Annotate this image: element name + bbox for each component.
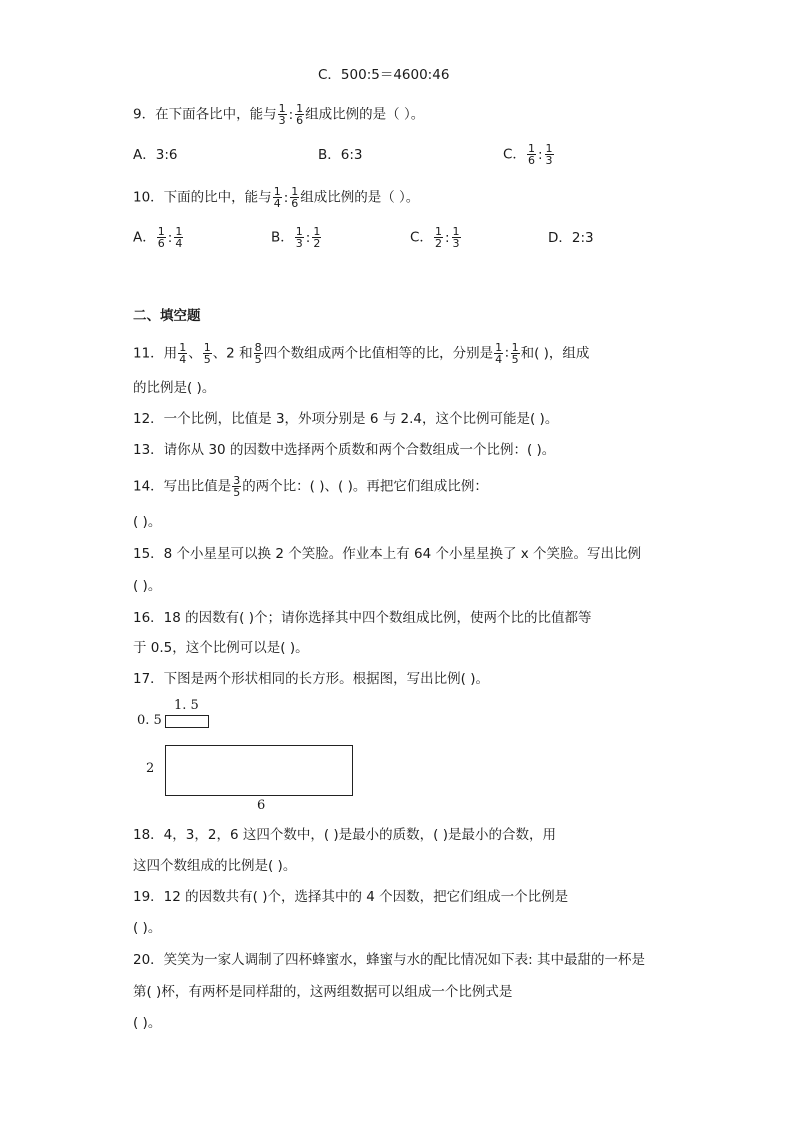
question-11-line2: 的比例是( )。 <box>133 380 216 396</box>
question-14-line2: ( )。 <box>133 514 162 530</box>
q9-option-c: C． $\frac{1}{6}$ : $\frac{1}{3}$ <box>503 142 553 167</box>
question-14: 14．写出比值是 $\frac{3}{5}$ 的两个比：( )、( )。再把它们组成比例： <box>133 474 488 499</box>
q9-ratio-sep: : <box>288 106 294 123</box>
small-rect-width-label: 1. 5 <box>174 698 199 713</box>
question-20-line3: ( )。 <box>133 1015 162 1031</box>
q9-prefix: 9．在下面各比中，能与 <box>133 106 277 123</box>
q9-fraction-a: $\frac{1}{3}$ <box>278 102 286 127</box>
question-18: 18．4，3，2，6 这四个数中，( )是最小的质数，( )是最小的合数，用 <box>133 827 556 843</box>
question-15-line2: ( )。 <box>133 578 162 594</box>
big-rectangle <box>165 745 353 796</box>
q10-fraction-a: $\frac{1}{4}$ <box>273 185 281 210</box>
question-10: 10．下面的比中，能与 $\frac{1}{4}$ : $\frac{1}{6}$ 组成比例的是（ ）。 <box>133 185 420 210</box>
q9-suffix: 组成比例的是（ ）。 <box>305 106 425 123</box>
question-12: 12．一个比例，比值是 3，外项分别是 6 与 2.4，这个比例可能是( )。 <box>133 411 559 427</box>
question-16: 16．18 的因数有( )个；请你选择其中四个数组成比例，使两个比的比值都等 <box>133 610 592 626</box>
q10-suffix: 组成比例的是（ ）。 <box>300 189 420 206</box>
q10-option-d: D．2:3 <box>548 230 594 246</box>
q8-option-c: C．500:5＝4600:46 <box>318 67 450 83</box>
q10-option-a: A． $\frac{1}{6}$ : $\frac{1}{4}$ <box>133 225 183 250</box>
q10-prefix: 10．下面的比中，能与 <box>133 189 272 206</box>
q10-fraction-b: $\frac{1}{6}$ <box>291 185 299 210</box>
small-rect-height-label: 0. 5 <box>137 713 162 728</box>
question-13: 13．请你从 30 的因数中选择两个质数和两个合数组成一个比例：( )。 <box>133 442 556 458</box>
question-17: 17．下图是两个形状相同的长方形。根据图，写出比例( )。 <box>133 671 490 687</box>
question-20: 20．笑笑为一家人调制了四杯蜂蜜水，蜂蜜与水的配比情况如下表: 其中最甜的一杯是 <box>133 952 646 968</box>
question-19: 19．12 的因数共有( )个，选择其中的 4 个因数，把它们组成一个比例是 <box>133 889 569 905</box>
question-18-line2: 这四个数组成的比例是( )。 <box>133 858 297 874</box>
question-16-line2: 于 0.5，这个比例可以是( )。 <box>133 640 309 656</box>
question-11: 11．用 $\frac{1}{4}$ 、 $\frac{1}{5}$ 、2 和 $\frac{8}{5}$ 四个数组成两个比值相等的比，分别是 $\frac{1}{4}$ ∶ $\frac{1}{5}$ 和( )，组成 <box>133 341 590 366</box>
q9-option-a: A．3:6 <box>133 147 178 163</box>
big-rect-width-label: 6 <box>257 798 266 813</box>
question-20-line2: 第( )杯，有两杯是同样甜的，这两组数据可以组成一个比例式是 <box>133 984 513 1000</box>
q9-fraction-b: $\frac{1}{6}$ <box>296 102 304 127</box>
big-rect-height-label: 2 <box>146 761 155 776</box>
question-15: 15．8 个小星星可以换 2 个笑脸。作业本上有 64 个小星星换了 x 个笑脸。写出比例 <box>133 546 642 562</box>
q10-option-b: B． $\frac{1}{3}$ : $\frac{1}{2}$ <box>271 225 321 250</box>
section-title-fill-in: 二、填空题 <box>133 308 201 324</box>
q9-option-b: B．6:3 <box>318 147 363 163</box>
question-9 <box>133 103 424 126</box>
question-19-line2: ( )。 <box>133 920 162 936</box>
q10-option-c: C． $\frac{1}{2}$ : $\frac{1}{3}$ <box>410 225 460 250</box>
small-rectangle <box>165 715 209 728</box>
